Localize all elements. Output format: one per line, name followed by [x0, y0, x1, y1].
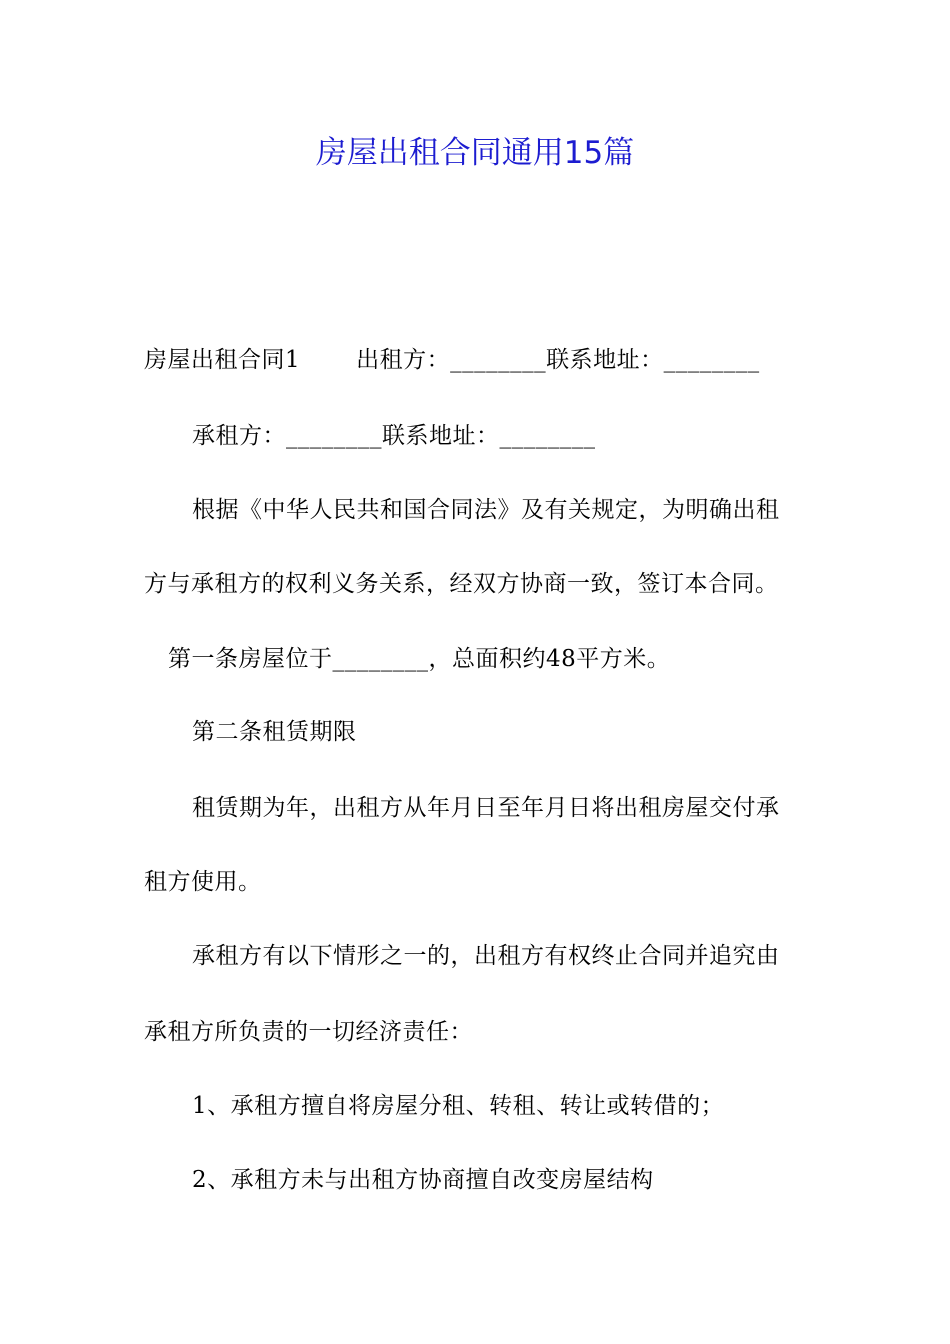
list-item: 2、承租方未与出租方协商擅自改变房屋结构	[192, 1167, 654, 1193]
paragraph-line: 根据《中华人民共和国合同法》及有关规定，为明确出租	[192, 497, 780, 523]
paragraph-line: 承租方有以下情形之一的，出租方有权终止合同并追究由	[192, 943, 780, 969]
article-two-heading: 第二条租赁期限	[192, 719, 357, 745]
paragraph-line: 方与承租方的权利义务关系，经双方协商一致，签订本合同。	[144, 571, 779, 597]
paragraph-line: 租方使用。	[144, 869, 262, 895]
paragraph-line: 租赁期为年，出租方从年月日至年月日将出租房屋交付承	[192, 795, 780, 821]
document-title: 房屋出租合同通用15篇	[315, 135, 635, 171]
article-one: 第一条房屋位于________，总面积约48平方米。	[168, 646, 671, 672]
lessee-info: 承租方：________联系地址：________	[192, 423, 596, 449]
list-item: 1、承租方擅自将房屋分租、转租、转让或转借的；	[192, 1093, 725, 1119]
paragraph-line: 承租方所负责的一切经济责任：	[144, 1019, 473, 1045]
contract-heading: 房屋出租合同1	[144, 347, 301, 373]
lessor-info: 出租方：________联系地址：________	[356, 347, 760, 373]
contract-header-line	[144, 340, 760, 380]
